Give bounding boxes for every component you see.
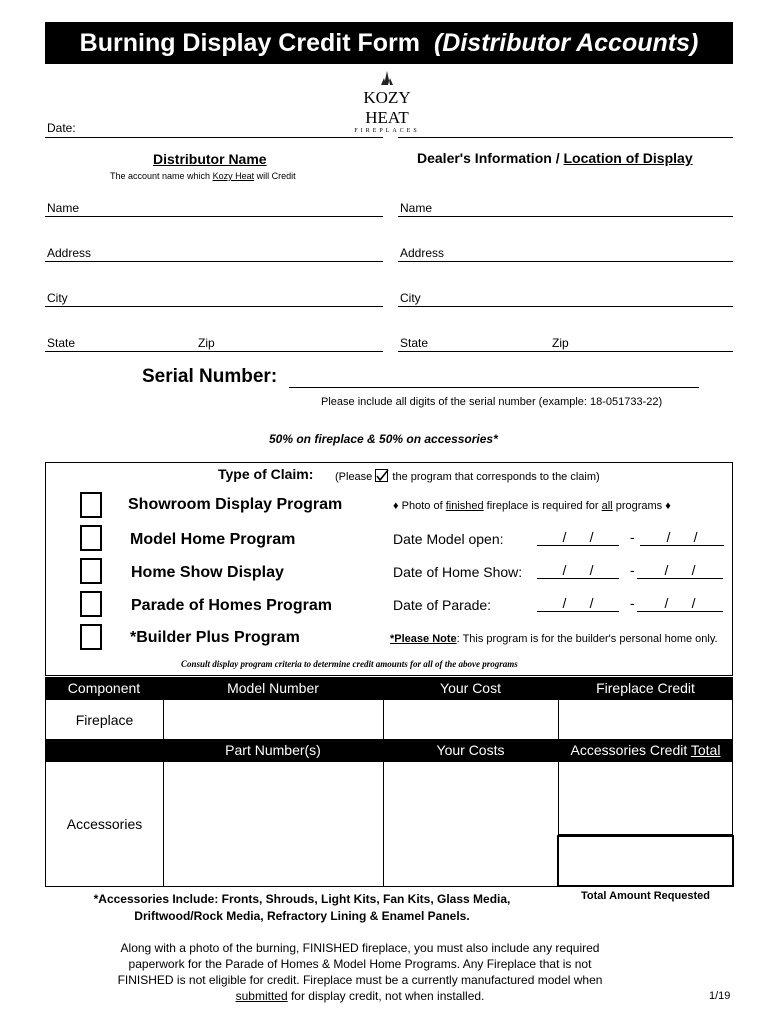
col-component: Component [67, 680, 141, 696]
accessories-row-label: Accessories [66, 816, 143, 832]
accessories-include-note: *Accessories Include: Fronts, Shrouds, Light Kits, Fan Kits, Glass Media, Driftwood/Rock Media, Refractory Lining & Enamel Panels. [93, 892, 511, 923]
col-accessories-credit: Accessories Credit Total [570, 742, 721, 758]
date-home-show-label: Date of Home Show: [393, 564, 523, 580]
distributor-address-field[interactable] [45, 261, 383, 262]
kozy-heat-logo [342, 70, 432, 134]
fireplace-model-number-field[interactable] [163, 699, 384, 740]
claim-instruction: (Please the program that corresponds to the claim) [335, 471, 600, 483]
criteria-note: Consult display program criteria to determine credit amounts for all of the above programs [181, 659, 518, 669]
date-input-line[interactable] [45, 137, 383, 138]
claim-type-label: Type of Claim: [218, 466, 314, 482]
form-title-main: Burning Display Credit Form [79, 29, 420, 57]
dealer-city-field[interactable] [398, 306, 733, 307]
logo-brand: KOZY HEAT [363, 88, 411, 127]
flame-icon [377, 70, 397, 86]
checkbox-model-home[interactable] [80, 525, 102, 551]
col-fireplace-credit: Fireplace Credit [596, 680, 695, 696]
distributor-header: Distributor Name [153, 151, 267, 167]
col-your-cost: Your Cost [440, 680, 501, 696]
distributor-state-label: State [47, 336, 76, 350]
program-home-show: Home Show Display [131, 564, 284, 581]
distributor-city-label: City [47, 291, 68, 305]
home-show-dash: - [630, 562, 635, 578]
checkbox-home-show[interactable] [80, 558, 102, 584]
distributor-note: The account name which Kozy Heat will Credit [110, 171, 296, 181]
distributor-address-label: Address [47, 246, 92, 260]
checkbox-builder-plus[interactable] [80, 624, 102, 650]
distributor-name-field[interactable] [45, 216, 383, 217]
fireplace-cost-field[interactable] [383, 699, 559, 740]
checkmark-icon [375, 469, 389, 482]
parade-end-date[interactable]: / / [637, 595, 723, 612]
dealer-address-label: Address [400, 246, 445, 260]
checkbox-showroom[interactable] [80, 492, 102, 518]
logo-tagline: FIREPLACES [354, 128, 420, 134]
accessories-costs-field[interactable] [383, 761, 559, 887]
fireplace-row-label: Fireplace [75, 712, 134, 728]
home-show-end-date[interactable]: / / [637, 562, 723, 579]
distributor-state-zip-field[interactable] [45, 351, 383, 352]
dealer-state-zip-field[interactable] [398, 351, 733, 352]
home-show-start-date[interactable]: / / [537, 562, 619, 579]
footer-note: Along with a photo of the burning, FINISHED fireplace, you must also include any required paperwork for the Parade of Homes & Model Home Programs. Any Fireplace that is not FINISHED is not eligible for credit. Fireplace must be a currently manufactured model when submitted for display credit, not when installed. [117, 941, 603, 1003]
total-amount-field[interactable] [557, 835, 734, 887]
total-amount-label: Total Amount Requested [581, 890, 710, 902]
program-model-home: Model Home Program [130, 531, 296, 548]
dealer-header: Dealer's Information / Location of Display [417, 150, 693, 166]
distributor-city-field[interactable] [45, 306, 383, 307]
date-model-open-label: Date Model open: [393, 531, 504, 547]
dealer-state-label: State [400, 336, 429, 350]
accessories-part-numbers-field[interactable] [163, 761, 384, 887]
date-parade-label: Date of Parade: [393, 597, 492, 613]
distributor-zip-label: Zip [198, 336, 215, 350]
program-builder-plus: *Builder Plus Program [130, 629, 300, 646]
form-title [45, 22, 733, 64]
dealer-address-field[interactable] [398, 261, 733, 262]
dealer-city-label: City [400, 291, 421, 305]
form-title-sub: (Distributor Accounts) [433, 29, 699, 57]
version-label: 1/19 [709, 990, 731, 1002]
parade-start-date[interactable]: / / [537, 595, 619, 612]
photo-requirement: ♦ Photo of finished fireplace is required for all programs ♦ [393, 500, 671, 512]
split-note: 50% on fireplace & 50% on accessories* [269, 432, 498, 446]
col-model-number: Model Number [227, 680, 319, 696]
fireplace-credit-field[interactable] [558, 699, 733, 740]
accessories-credit-field[interactable] [558, 761, 733, 835]
serial-number-label: Serial Number: [142, 366, 278, 387]
model-open-dash: - [630, 529, 635, 545]
date-label: Date: [47, 121, 76, 135]
parade-dash: - [630, 595, 635, 611]
dealer-name-field[interactable] [398, 216, 733, 217]
model-open-start-date[interactable]: / / [537, 529, 619, 546]
serial-number-note: Please include all digits of the serial number (example: 18-051733-22) [321, 396, 663, 408]
model-open-end-date[interactable]: / / [640, 529, 724, 546]
dealer-zip-label: Zip [552, 336, 569, 350]
distributor-name-label: Name [47, 201, 80, 215]
dealer-name-label: Name [400, 201, 433, 215]
builder-plus-note: *Please Note: This program is for the builder's personal home only. [390, 633, 718, 645]
serial-number-field[interactable] [289, 387, 699, 388]
program-parade: Parade of Homes Program [131, 597, 332, 614]
program-showroom: Showroom Display Program [128, 496, 343, 513]
date-input-line-right[interactable] [398, 137, 733, 138]
col-part-numbers: Part Number(s) [225, 742, 321, 758]
checkbox-parade[interactable] [80, 591, 102, 617]
col-your-costs: Your Costs [436, 742, 505, 758]
